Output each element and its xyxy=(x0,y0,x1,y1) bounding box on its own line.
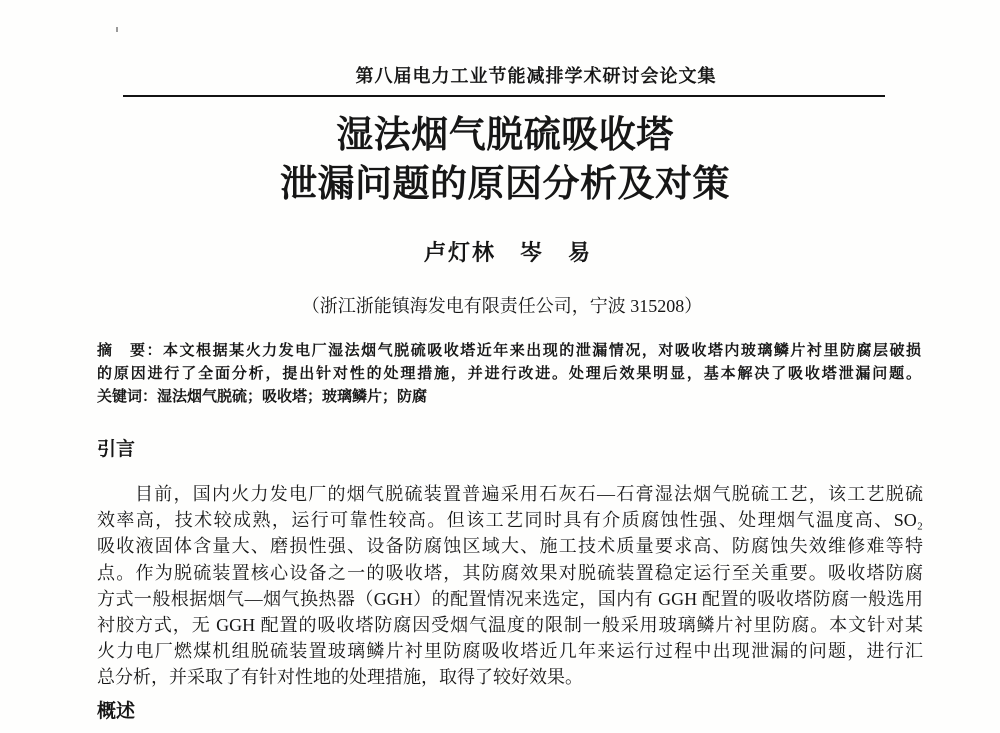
abstract-line-1: 摘 要：本文根据某火力发电厂湿法烟气脱硫吸收塔近年来出现的泄漏情况，对吸收塔内玻璃鳞片衬里防腐层破损 xyxy=(97,343,921,359)
intro-paragraph-line: 点。作为脱硫装置核心设备之一的吸收塔，其防腐效果对脱硫装置稳定运行至关重要。吸收塔防腐 xyxy=(97,562,923,583)
authors: 卢灯林 岑 易 xyxy=(423,240,592,265)
scan-artifact-speck xyxy=(116,27,118,32)
abstract-line-2: 的原因进行了全面分析，提出针对性的处理措施，并进行改进。处理后效果明显，基本解决了吸收塔泄漏问题。 xyxy=(97,366,921,382)
intro-paragraph-line: 方式一般根据烟气—烟气换热器（GGH）的配置情况来选定，国内有 GGH 配置的吸收塔防腐一般选用 xyxy=(97,588,923,609)
introduction-paragraph xyxy=(97,481,923,691)
proceedings-header: 第八届电力工业节能减排学术研讨会论文集 xyxy=(355,66,717,86)
intro-paragraph-line: 衬胶方式，无 GGH 配置的吸收塔防腐因受烟气温度的限制一般采用玻璃鳞片衬里防腐。本文针对某 xyxy=(97,615,923,636)
paper-title-line-1: 湿法烟气脱硫吸收塔 xyxy=(336,114,674,155)
keywords-line: 关键词：湿法烟气脱硫；吸收塔；玻璃鳞片；防腐 xyxy=(97,389,428,405)
intro-paragraph-line: 吸收液固体含量大、磨损性强、设备防腐蚀区域大、施工技术质量要求高、防腐蚀失效维修难等特 xyxy=(97,536,923,557)
abstract-block xyxy=(97,340,921,409)
intro-paragraph-line: 效率高，技术较成熟，运行可靠性较高。但该工艺同时具有介质腐蚀性强、处理烟气温度高、SO₂ xyxy=(97,510,923,531)
paper-title xyxy=(5,110,1000,208)
paper-title-line-2: 泄漏问题的原因分析及对策 xyxy=(280,163,730,204)
header-rule xyxy=(123,95,885,97)
intro-paragraph-line: 总分析，并采取了有针对性地的处理措施，取得了较好效果。 xyxy=(97,667,583,688)
intro-paragraph-line: 火力电厂燃煤机组脱硫装置玻璃鳞片衬里防腐吸收塔近几年来运行过程中出现泄漏的问题，进行汇 xyxy=(97,641,923,662)
section-heading-introduction: 引言 xyxy=(97,439,136,460)
section-heading-overview: 概述 xyxy=(97,701,136,722)
affiliation: （浙江浙能镇海发电有限责任公司，宁波 315208） xyxy=(301,296,703,316)
intro-paragraph-line: 目前，国内火力发电厂的烟气脱硫装置普遍采用石灰石—石膏湿法烟气脱硫工艺，该工艺脱硫 xyxy=(135,484,923,504)
